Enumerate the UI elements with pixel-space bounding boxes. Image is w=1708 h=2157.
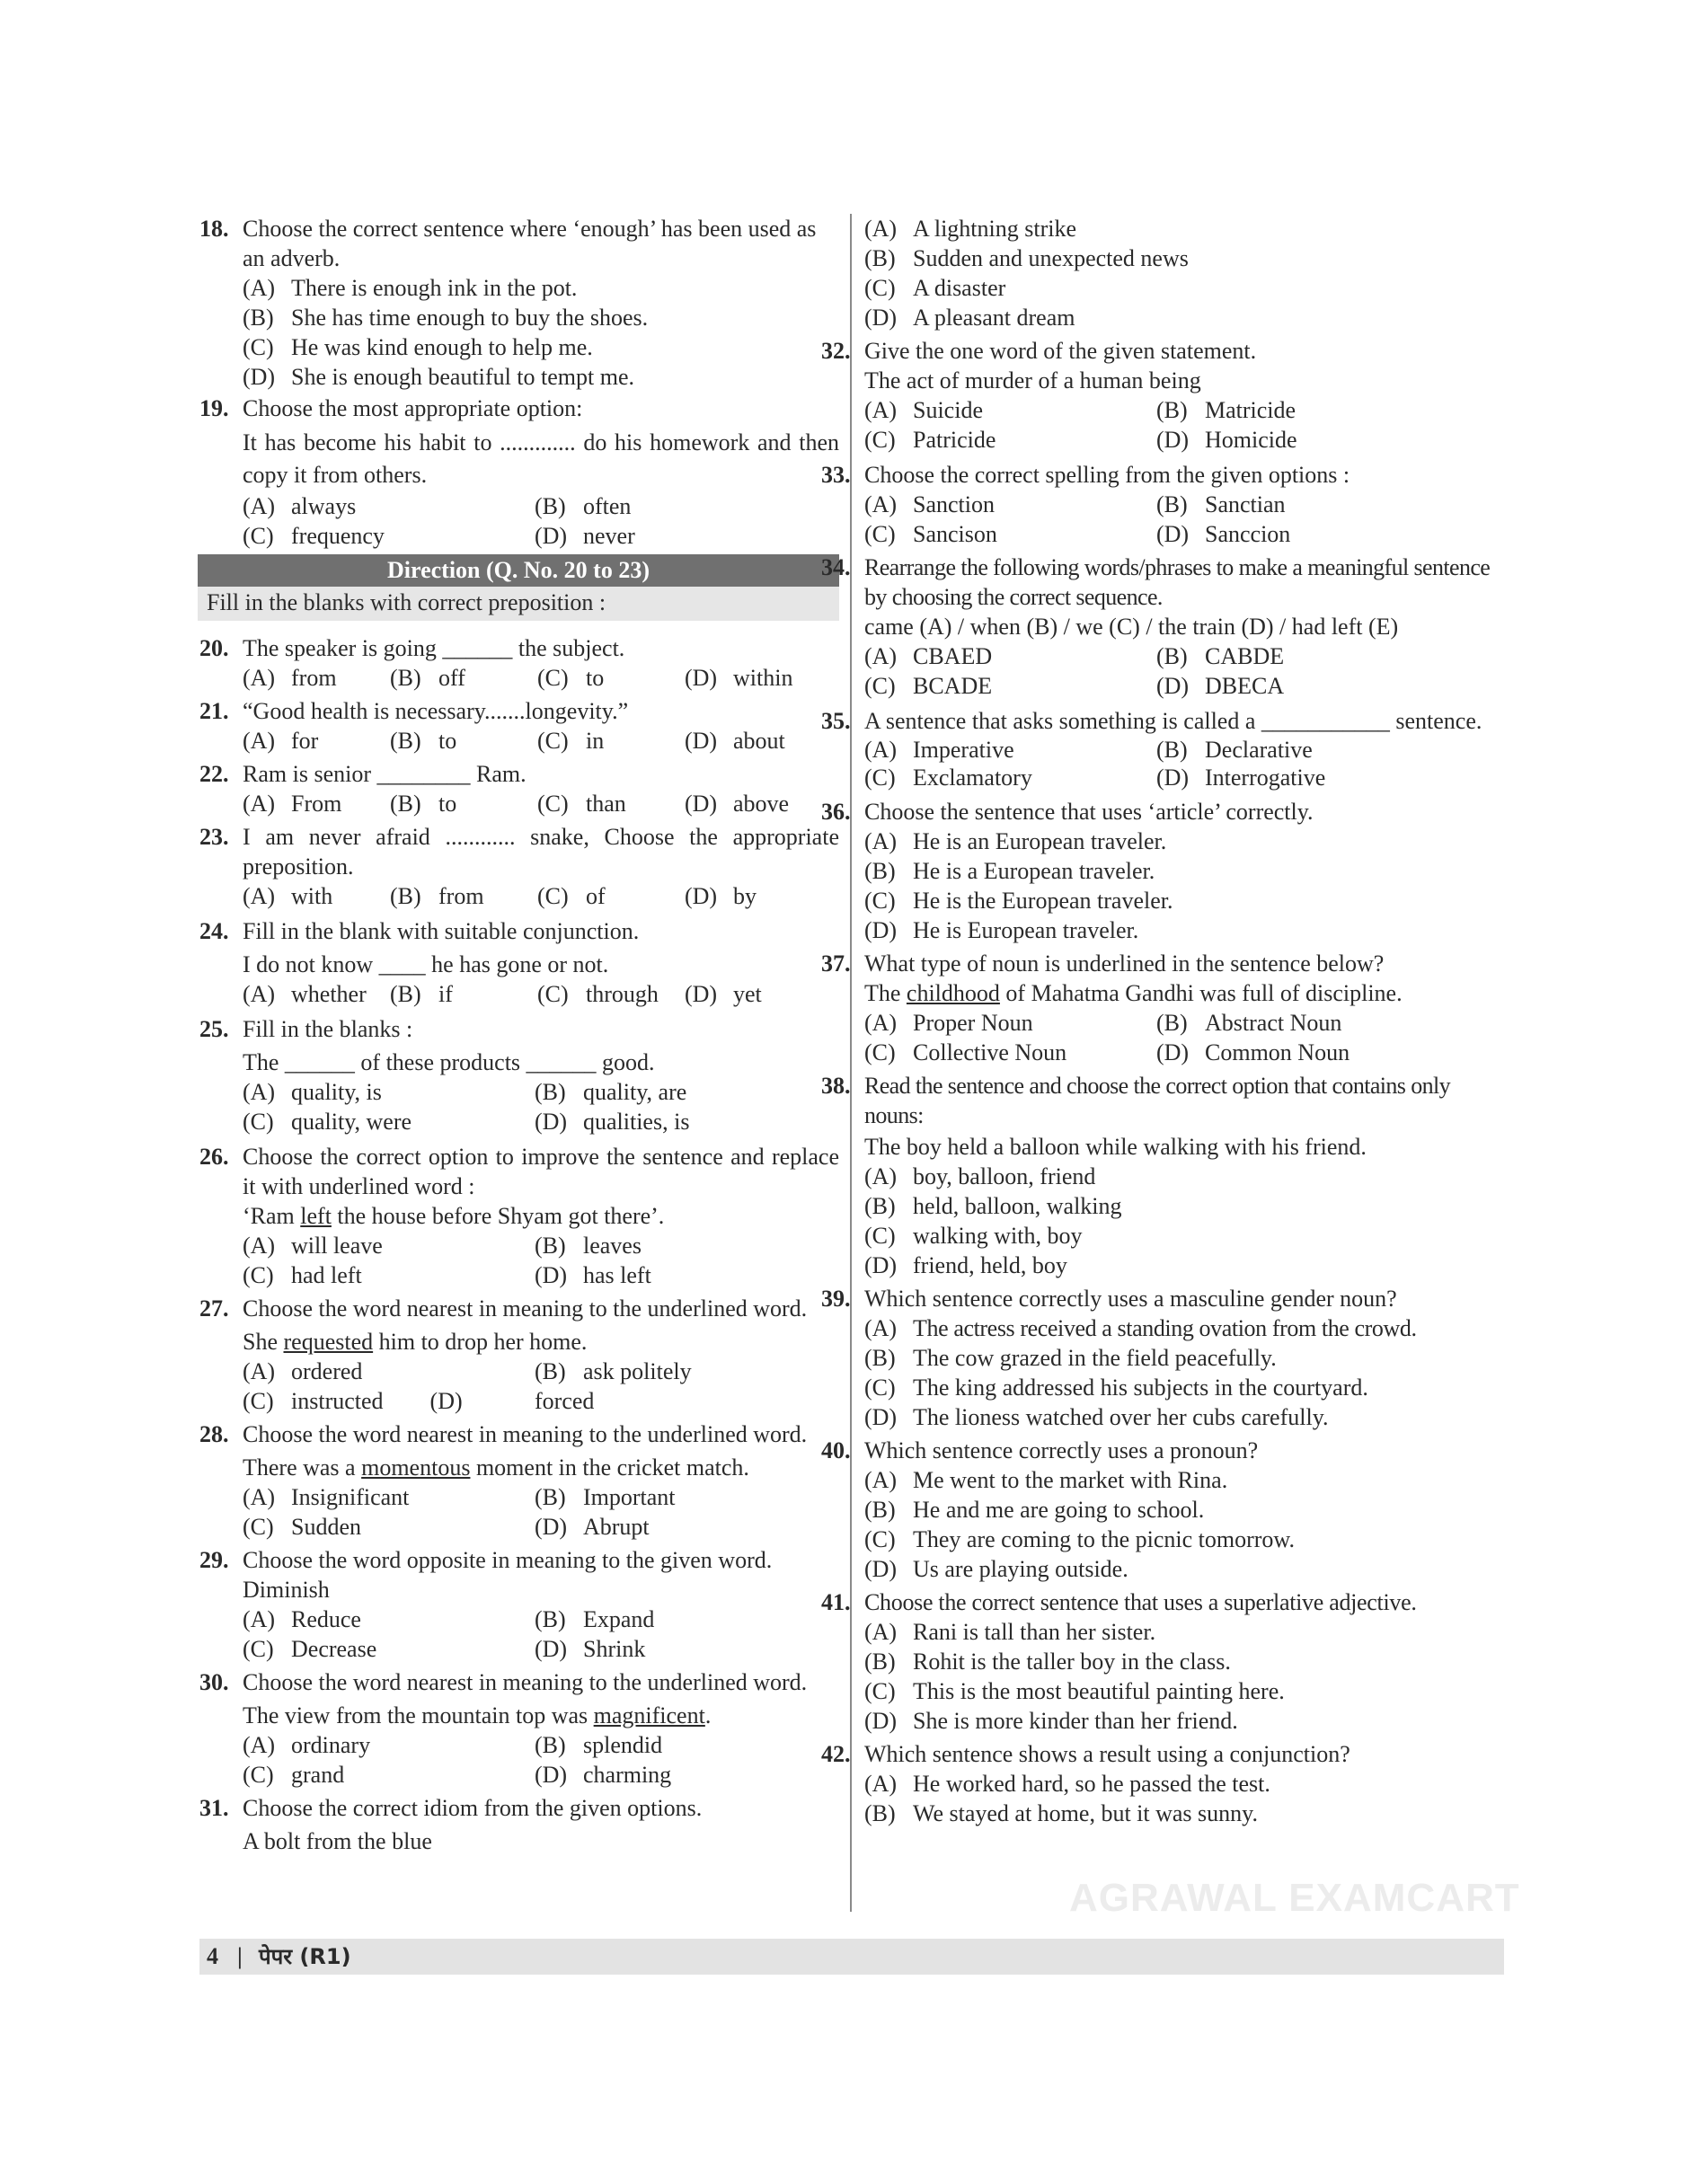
option-b[interactable]: (B) Expand	[535, 1606, 655, 1632]
question-number: 41.	[821, 1589, 851, 1615]
option-a[interactable]: (A) quality, is	[243, 1079, 382, 1105]
question-number: 40.	[821, 1437, 851, 1463]
question-33	[821, 460, 1504, 549]
question-text: The speaker is going ______ the subject.	[243, 635, 625, 661]
question-34	[821, 553, 1504, 701]
option-c[interactable]: (C) than	[537, 791, 626, 817]
option-a[interactable]: (A) Reduce	[243, 1606, 361, 1632]
question-number: 27.	[199, 1295, 229, 1322]
question-number: 23.	[199, 824, 229, 850]
option-b[interactable]: (B) if	[390, 981, 453, 1007]
question-text: Give the one word of the given statement.	[864, 338, 1257, 364]
option-a[interactable]: (A) whether	[243, 981, 367, 1007]
option-c[interactable]: (C) to	[537, 665, 605, 691]
option-c[interactable]: (C) Patricide	[864, 427, 996, 453]
option-a[interactable]: (A) He worked hard, so he passed the test.	[864, 1771, 1270, 1797]
option-c[interactable]: (C) in	[537, 728, 605, 754]
option-d[interactable]: (D) He is European traveler.	[864, 917, 1139, 943]
option-a[interactable]: (A) From	[243, 791, 342, 817]
option-c[interactable]: (C) BCADE	[864, 673, 993, 699]
option-c[interactable]: (C) This is the most beautiful painting here.	[864, 1678, 1285, 1704]
question-38	[821, 1071, 1504, 1280]
question-sentence: The childhood of Mahatma Gandhi was full of discipline.	[864, 980, 1403, 1006]
option-b[interactable]: (B) from	[390, 883, 484, 909]
question-sentence: The ______ of these products ______ good.	[243, 1049, 655, 1075]
question-text: Choose the word nearest in meaning to the underlined word.	[243, 1669, 808, 1695]
option-c[interactable]: (C) They are coming to the picnic tomorrow.	[864, 1526, 1296, 1552]
question-37	[821, 949, 1504, 1067]
option-b[interactable]: (B) quality, are	[535, 1079, 687, 1105]
question-number: 34.	[821, 554, 851, 580]
option-b[interactable]: (B) Important	[535, 1484, 676, 1510]
option-a[interactable]: (A) Sanction	[864, 491, 995, 517]
option-b[interactable]: (B) held, balloon, walking	[864, 1193, 1122, 1219]
question-text: Read the sentence and choose the correct option that contains only nouns:	[864, 1073, 1451, 1128]
right-column	[821, 214, 1504, 1828]
option-c[interactable]: (C) A disaster	[864, 275, 1006, 301]
option-c[interactable]: (C) quality, were	[243, 1109, 412, 1135]
question-number: 21.	[199, 698, 229, 724]
question-22	[199, 759, 839, 818]
option-c[interactable]: (C) Sancison	[864, 521, 997, 547]
question-number: 19.	[199, 395, 229, 421]
question-sentence: came (A) / when (B) / we (C) / the train (D) / had left (E)	[864, 614, 1399, 640]
question-number: 37.	[821, 950, 851, 977]
option-b[interactable]: (B) We stayed at home, but it was sunny.	[864, 1800, 1258, 1826]
question-23	[199, 822, 839, 911]
question-28	[199, 1419, 839, 1542]
option-c[interactable]: (C) frequency	[243, 523, 385, 549]
direction-instruction: Fill in the blanks with correct preposition :	[198, 587, 839, 621]
option-a[interactable]: (A) Imperative	[864, 737, 1014, 763]
question-40	[821, 1436, 1504, 1584]
option-a[interactable]: (A) ordinary	[243, 1732, 371, 1758]
option-a[interactable]: (A) always	[243, 493, 357, 519]
question-31-options	[864, 214, 1504, 332]
option-a[interactable]: (A) ordered	[243, 1358, 363, 1384]
question-number: 18.	[199, 216, 229, 242]
option-c[interactable]: (C) Exclamatory	[864, 765, 1032, 791]
option-a[interactable]: (A) Suicide	[864, 397, 983, 423]
question-number: 24.	[199, 918, 229, 944]
question-number: 26.	[199, 1144, 229, 1170]
question-number: 39.	[821, 1286, 851, 1312]
option-b[interactable]: (B) off	[390, 665, 465, 691]
question-sentence: The view from the mountain top was magnificent.	[243, 1702, 712, 1728]
question-number: 32.	[821, 338, 851, 364]
option-a[interactable]: (A) from	[243, 665, 337, 691]
question-sentence: The act of murder of a human being	[864, 367, 1201, 393]
option-d[interactable]: (D) by	[685, 883, 757, 909]
question-text: Choose the correct sentence that uses a superlative adjective.	[864, 1589, 1417, 1615]
option-b[interactable]: (B) Abstract Noun	[1156, 1010, 1342, 1036]
option-c[interactable]: (C) He was kind enough to help me.	[243, 334, 593, 360]
option-a[interactable]: (A) A lightning strike	[864, 216, 1076, 242]
option-c[interactable]: (C) instructed (D)	[243, 1388, 463, 1414]
option-a[interactable]: (A) Insignificant	[243, 1484, 410, 1510]
option-d[interactable]: (D) charming	[535, 1762, 672, 1788]
left-column	[199, 214, 839, 1856]
question-30	[199, 1667, 839, 1790]
option-d[interactable]: (D) Abrupt	[535, 1514, 650, 1540]
option-b[interactable]: (B) CABDE	[1156, 643, 1285, 669]
option-d[interactable]: forced	[535, 1388, 595, 1414]
page-footer	[199, 1939, 1504, 1975]
option-b[interactable]: (B) splendid	[535, 1732, 663, 1758]
option-b[interactable]: (B) She has time enough to buy the shoes.	[243, 305, 649, 331]
option-b[interactable]: (B) ask politely	[535, 1358, 692, 1384]
question-number: 33.	[821, 462, 851, 488]
question-text: Choose the word nearest in meaning to the underlined word.	[243, 1421, 808, 1447]
option-a[interactable]: (A) Me went to the market with Rina.	[864, 1467, 1228, 1493]
question-26	[199, 1142, 839, 1290]
direction-box	[198, 554, 839, 621]
option-d[interactable]: (D) Common Noun	[1156, 1039, 1350, 1065]
option-b[interactable]: (B) Sanctian	[1156, 491, 1286, 517]
option-a[interactable]: (A) Proper Noun	[864, 1010, 1033, 1036]
question-sentence: I do not know ____ he has gone or not.	[243, 951, 609, 977]
question-text: Choose the correct sentence where ‘enough’ has been used as an adverb.	[243, 216, 817, 271]
question-31	[199, 1793, 839, 1856]
option-d[interactable]: (D) She is enough beautiful to tempt me.	[243, 364, 634, 390]
option-c[interactable]: (C) walking with, boy	[864, 1223, 1083, 1249]
option-a[interactable]: (A) The actress received a standing ovation from the crowd.	[864, 1315, 1417, 1341]
question-20	[199, 633, 839, 693]
question-number: 22.	[199, 761, 229, 787]
question-text: Choose the correct option to improve the sentence and replace it with underlined word :	[243, 1144, 839, 1199]
option-b[interactable]: (B) to	[390, 728, 457, 754]
question-29	[199, 1545, 839, 1664]
option-a[interactable]: (A) Rani is tall than her sister.	[864, 1619, 1156, 1645]
question-41	[821, 1587, 1504, 1736]
option-b[interactable]: (B) to	[390, 791, 457, 817]
question-number: 31.	[199, 1795, 229, 1821]
question-number: 36.	[821, 799, 851, 825]
option-a[interactable]: (A) CBAED	[864, 643, 993, 669]
question-text: I am never afraid ............ snake, Choose the appropriate preposition.	[243, 824, 839, 880]
option-c[interactable]: (C) of	[537, 883, 606, 909]
option-c[interactable]: (C) grand	[243, 1762, 345, 1788]
question-36	[821, 797, 1504, 945]
question-text: Choose the sentence that uses ‘article’ correctly.	[864, 799, 1314, 825]
option-a[interactable]: (A) for	[243, 728, 319, 754]
question-text: “Good health is necessary.......longevity.”	[243, 698, 629, 724]
page-number: 4	[207, 1943, 218, 1969]
option-a[interactable]: (A) boy, balloon, friend	[864, 1163, 1096, 1189]
option-c[interactable]: (C) Collective Noun	[864, 1039, 1067, 1065]
question-18	[199, 214, 839, 392]
question-sentence: The boy held a balloon while walking with his friend.	[864, 1134, 1367, 1160]
question-number: 38.	[821, 1073, 851, 1099]
footer-separator: |	[237, 1943, 243, 1969]
question-text: Fill in the blank with suitable conjunction.	[243, 918, 640, 944]
question-number: 25.	[199, 1016, 229, 1042]
option-b[interactable]: (B) Matricide	[1156, 397, 1296, 423]
option-a[interactable]: (A) He is an European traveler.	[864, 828, 1167, 854]
question-sentence: Diminish	[243, 1577, 330, 1603]
option-d[interactable]: (D) Interrogative	[1156, 765, 1326, 791]
option-c[interactable]: (C) Sudden	[243, 1514, 361, 1540]
option-d[interactable]: (D) Us are playing outside.	[864, 1556, 1128, 1582]
option-d[interactable]: (D) has left	[535, 1262, 651, 1288]
question-text: Choose the correct idiom from the given options.	[243, 1795, 703, 1821]
question-39	[821, 1284, 1504, 1432]
question-number: 30.	[199, 1669, 229, 1695]
option-d[interactable]: (D) above	[685, 791, 790, 817]
question-number: 35.	[821, 708, 851, 734]
question-sentence: A bolt from the blue	[243, 1828, 432, 1854]
option-d[interactable]: (D) yet	[685, 981, 762, 1007]
question-text: Choose the word opposite in meaning to the given word.	[243, 1547, 773, 1573]
question-text: Rearrange the following words/phrases to make a meaningful sentence by choosing the correct sequence.	[864, 554, 1491, 610]
paper-label: पेपर (R1)	[259, 1944, 351, 1969]
option-d[interactable]: (D) friend, held, boy	[864, 1252, 1067, 1278]
option-d[interactable]: (D) She is more kinder than her friend.	[864, 1708, 1238, 1734]
question-sentence: There was a momentous moment in the cricket match.	[243, 1454, 749, 1481]
question-number: 28.	[199, 1421, 229, 1447]
question-19	[199, 393, 839, 551]
question-text: Choose the correct spelling from the given options :	[864, 462, 1350, 488]
question-number: 42.	[821, 1741, 851, 1767]
question-text: A sentence that asks something is called a ___________ sentence.	[864, 708, 1482, 734]
question-32	[821, 336, 1504, 455]
option-c[interactable]: (C) through	[537, 981, 659, 1007]
option-a[interactable]: (A) with	[243, 883, 333, 909]
option-d[interactable]: (D) A pleasant dream	[864, 305, 1075, 331]
question-24	[199, 916, 839, 1009]
question-sentence: ‘Ram left the house before Shyam got there’.	[243, 1203, 665, 1229]
question-text: Ram is senior ________ Ram.	[243, 761, 527, 787]
question-27	[199, 1294, 839, 1416]
option-c[interactable]: (C) Decrease	[243, 1636, 377, 1662]
option-d[interactable]: (D) Shrink	[535, 1636, 646, 1662]
question-21	[199, 696, 839, 756]
question-text: What type of noun is underlined in the sentence below?	[864, 950, 1385, 977]
option-d[interactable]: (D) DBECA	[1156, 673, 1285, 699]
question-text: Which sentence correctly uses a masculine gender noun?	[864, 1286, 1397, 1312]
question-42	[821, 1739, 1504, 1828]
option-b[interactable]: (B) often	[535, 493, 632, 519]
option-d[interactable]: (D) Sanccion	[1156, 521, 1291, 547]
option-b[interactable]: (B) leaves	[535, 1233, 642, 1259]
option-d[interactable]: (D) Homicide	[1156, 427, 1297, 453]
option-d[interactable]: (D) qualities, is	[535, 1109, 690, 1135]
question-text: Choose the most appropriate option:	[243, 395, 583, 421]
option-b[interactable]: (B) Sudden and unexpected news	[864, 245, 1189, 271]
option-d[interactable]: (D) never	[535, 523, 635, 549]
option-d[interactable]: (D) The lioness watched over her cubs carefully.	[864, 1404, 1329, 1430]
watermark: AGRAWAL EXAMCART	[1069, 1876, 1520, 1920]
option-d[interactable]: (D) within	[685, 665, 793, 691]
direction-title: Direction (Q. No. 20 to 23)	[198, 554, 839, 587]
question-sentence: She requested him to drop her home.	[243, 1329, 588, 1355]
option-b[interactable]: (B) The cow grazed in the field peacefully.	[864, 1345, 1277, 1371]
option-b[interactable]: (B) He is a European traveler.	[864, 858, 1155, 884]
option-b[interactable]: (B) He and me are going to school.	[864, 1497, 1205, 1523]
option-c[interactable]: (C) The king addressed his subjects in the courtyard.	[864, 1375, 1368, 1401]
question-number: 29.	[199, 1547, 229, 1573]
question-text: Choose the word nearest in meaning to the underlined word.	[243, 1295, 808, 1322]
option-a[interactable]: (A) There is enough ink in the pot.	[243, 275, 578, 301]
question-35	[821, 706, 1504, 791]
option-c[interactable]: (C) had left	[243, 1262, 362, 1288]
option-b[interactable]: (B) Rohit is the taller boy in the class.	[864, 1649, 1231, 1675]
option-a[interactable]: (A) will leave	[243, 1233, 383, 1259]
question-sentence: It has become his habit to ............. do his homework and then copy it from others.	[243, 429, 839, 488]
question-text: Fill in the blanks :	[243, 1016, 413, 1042]
option-b[interactable]: (B) Declarative	[1156, 737, 1313, 763]
question-25	[199, 1014, 839, 1136]
question-number: 20.	[199, 635, 229, 661]
question-text: Which sentence shows a result using a conjunction?	[864, 1741, 1350, 1767]
question-text: Which sentence correctly uses a pronoun?	[864, 1437, 1259, 1463]
option-c[interactable]: (C) He is the European traveler.	[864, 888, 1173, 914]
option-d[interactable]: (D) about	[685, 728, 785, 754]
